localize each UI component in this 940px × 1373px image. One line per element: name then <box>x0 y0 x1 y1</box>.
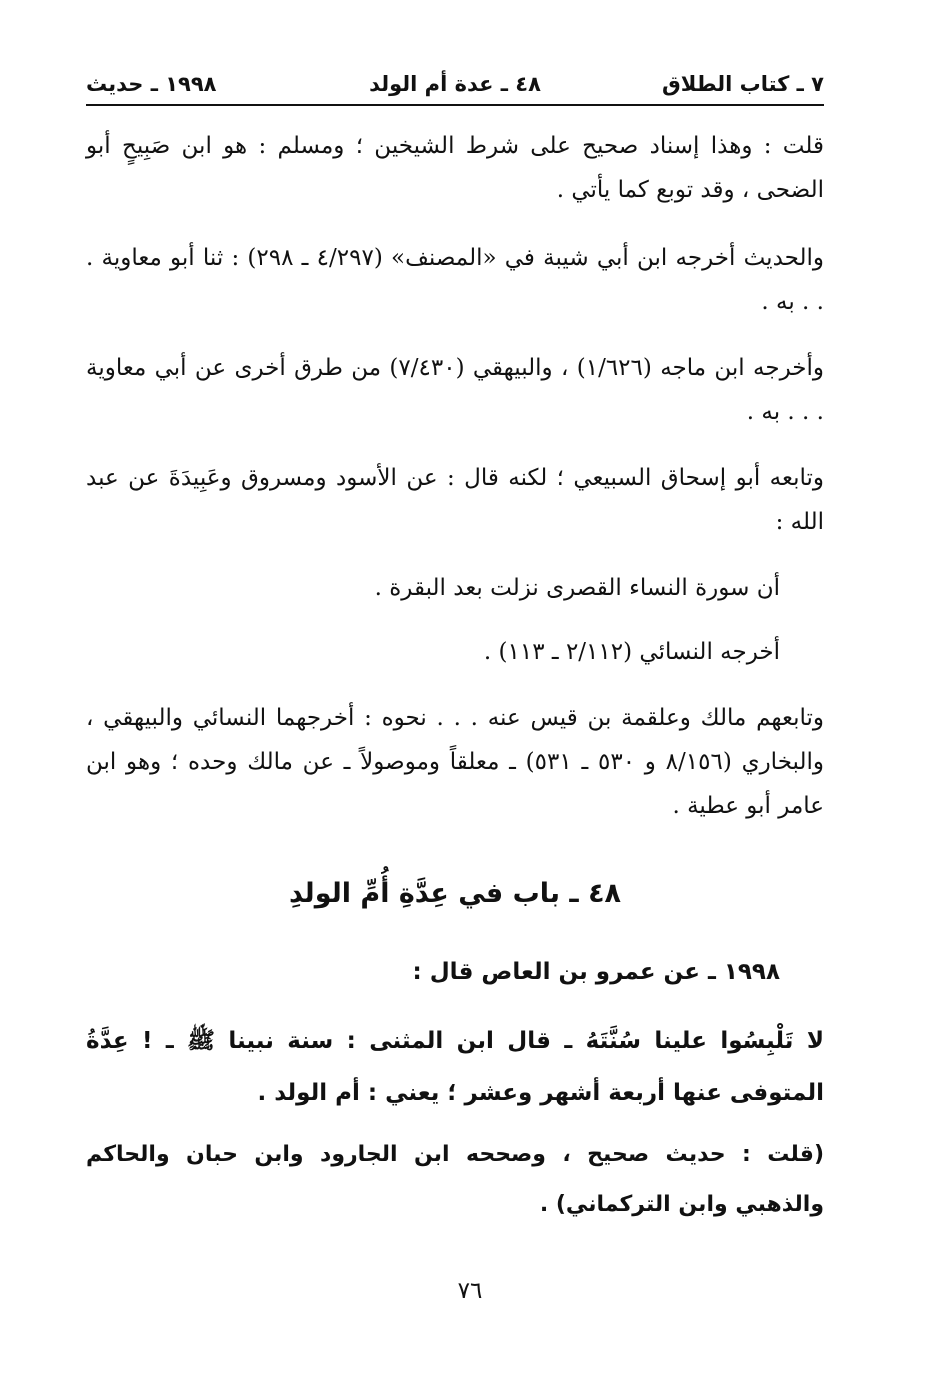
paragraph-nasai-ref: أخرجه النسائي (٢/١١٢ ـ ١١٣) . <box>483 639 780 665</box>
page-number: ٧٦ <box>457 1278 483 1304</box>
paragraph-isnad-comment: قلت : وهذا إسناد صحيح على شرط الشيخين ؛ ومسلم : هو ابن صَبِيحٍ أبو الضحى ، وقد توبع كما يأتي . <box>86 133 824 203</box>
paragraph-abu-ishaq: وتابعه أبو إسحاق السبيعي ؛ لكنه قال : عن الأسود ومسروق وعَبِيدَةَ عن عبد الله : <box>86 465 824 535</box>
paragraph-malik-alqamah: وتابعهم مالك وعلقمة بن قيس عنه . . . نحوه : أخرجهما النسائي والبيهقي ، والبخاري (٨/١٥٦ و ٥٣٠ ـ ٥٣١) ـ معلقاً وموصولاً ـ عن مالك وحده ؛ وهو ابن عامر أبو عطية . <box>86 705 824 819</box>
paragraph-quoted-text: أن سورة النساء القصرى نزلت بعد البقرة . <box>374 575 780 601</box>
hadith-text: لا تَلْبِسُوا علينا سُنَّتَهُ ـ قال ابن المثنى : سنة نبينا ﷺ ـ ! عِدَّةُ المتوفى عنها أربعة أشهر وعشر ؛ يعني : أم الولد . <box>86 1028 824 1106</box>
paragraph-ibn-majah: وأخرجه ابن ماجه (١/٦٢٦) ، والبيهقي (٧/٤٣٠) من طرق أخرى عن أبي معاوية . . . به . <box>86 355 824 425</box>
chapter-title: ٤٨ ـ باب في عِدَّةِ أُمِّ الولدِ <box>288 878 622 909</box>
header-chapter-title: ٤٨ ـ عدة أم الولد <box>369 72 541 96</box>
running-header <box>86 70 824 106</box>
header-book-title: ٧ ـ كتاب الطلاق <box>662 72 824 96</box>
header-hadith-number: ١٩٩٨ ـ حديث <box>86 72 217 96</box>
hadith-heading: ١٩٩٨ ـ عن عمرو بن العاص قال : <box>412 959 780 985</box>
paragraph-ibn-abi-shaybah: والحديث أخرجه ابن أبي شيبة في «المصنف» (٤/٢٩٧ ـ ٢٩٨) : ثنا أبو معاوية . . . به . <box>86 245 824 315</box>
hadith-grading-note: (قلت : حديث صحيح ، وصححه ابن الجارود وابن حبان والحاكم والذهبي وابن التركماني) . <box>86 1142 824 1217</box>
